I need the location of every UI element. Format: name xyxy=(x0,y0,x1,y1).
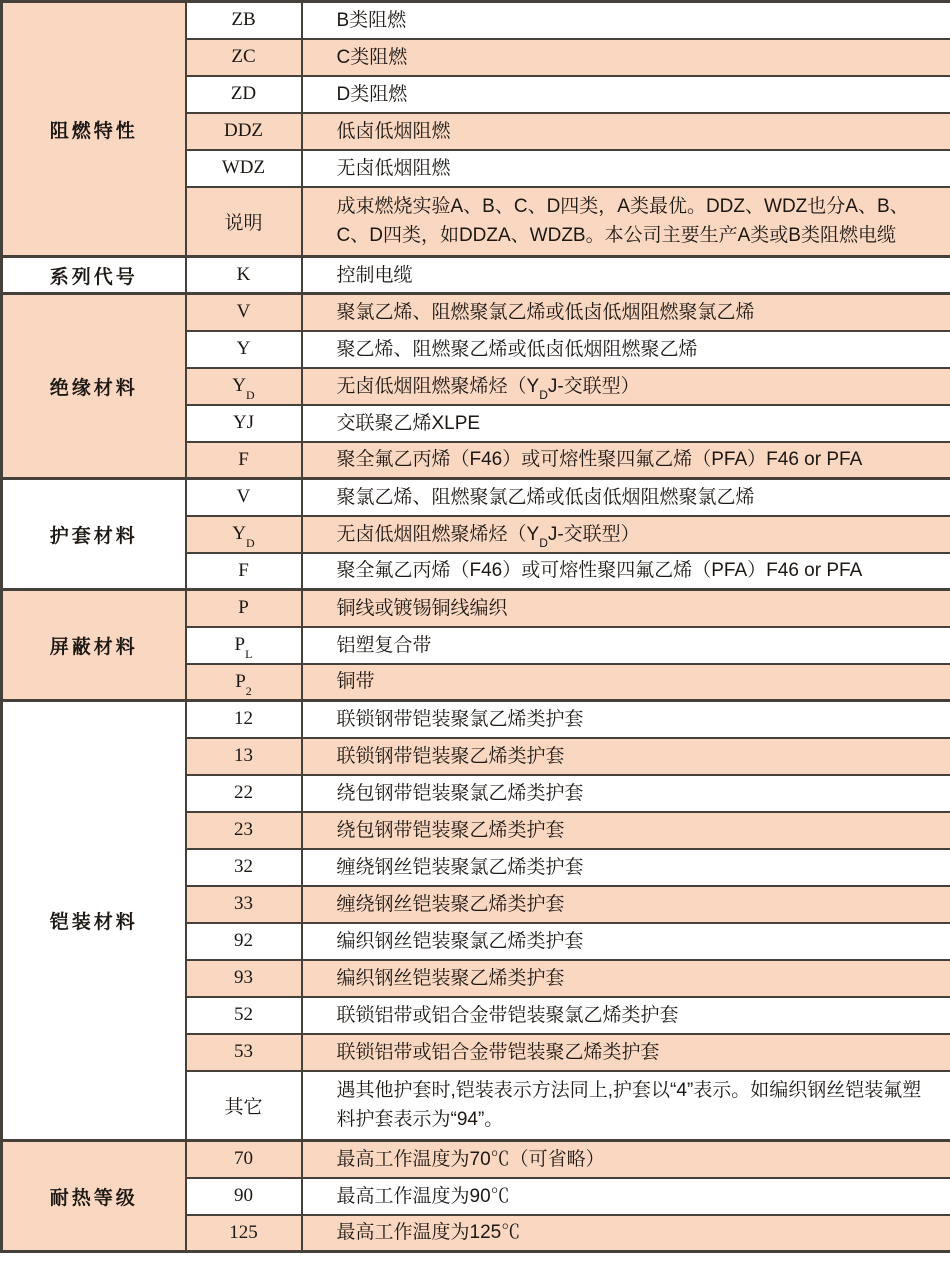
description-cell: 铜线或镀锡铜线编织 xyxy=(302,590,950,627)
description-cell: 聚全氟乙丙烯（F46）或可熔性聚四氟乙烯（PFA）F46 or PFA xyxy=(302,442,950,479)
subscript: D xyxy=(539,536,548,551)
description-cell: 最高工作温度为70℃（可省略） xyxy=(302,1141,950,1178)
description-cell: 联锁钢带铠装聚乙烯类护套 xyxy=(302,738,950,775)
code-cell: $P_2$ xyxy=(186,664,302,701)
code-cell: DDZ xyxy=(186,113,302,150)
code-cell: K xyxy=(186,257,302,294)
description-cell: 联锁铝带或铝合金带铠装聚氯乙烯类护套 xyxy=(302,997,950,1034)
table-row xyxy=(2,1141,950,1178)
code-cell: $P_L$ xyxy=(186,627,302,664)
description-cell: 聚氯乙烯、阻燃聚氯乙烯或低卤低烟阻燃聚氯乙烯 xyxy=(302,479,950,516)
code-cell: 13 xyxy=(186,738,302,775)
description-cell: 联锁铝带或铝合金带铠装聚乙烯类护套 xyxy=(302,1034,950,1071)
table-row xyxy=(2,294,950,331)
code-cell: 92 xyxy=(186,923,302,960)
description-cell: 缠绕钢丝铠装聚乙烯类护套 xyxy=(302,886,950,923)
table-row xyxy=(2,701,950,738)
description-cell: 最高工作温度为125℃ xyxy=(302,1215,950,1252)
description-cell: 交联聚乙烯XLPE xyxy=(302,405,950,442)
code-cell: 22 xyxy=(186,775,302,812)
subscript: L xyxy=(245,646,253,661)
description-cell: D类阻燃 xyxy=(302,76,950,113)
category-cell-2: 系列代号 xyxy=(2,257,186,294)
code-cell: 说明 xyxy=(186,187,302,257)
description-cell: 聚乙烯、阻燃聚乙烯或低卤低烟阻燃聚乙烯 xyxy=(302,331,950,368)
code-cell: 12 xyxy=(186,701,302,738)
description-cell: 编织钢丝铠装聚氯乙烯类护套 xyxy=(302,923,950,960)
category-cell-3: 绝缘材料 xyxy=(2,294,186,479)
description-cell: 编织钢丝铠装聚乙烯类护套 xyxy=(302,960,950,997)
code-cell: 125 xyxy=(186,1215,302,1252)
category-cell-7: 耐热等级 xyxy=(2,1141,186,1252)
code-cell: ZD xyxy=(186,76,302,113)
description-cell: 成束燃烧实验A、B、C、D四类，A类最优。DDZ、WDZ也分A、B、C、D四类，如DDZA、WDZB。本公司主要生产A类或B类阻燃电缆 xyxy=(302,187,950,257)
category-cell-6: 铠装材料 xyxy=(2,701,186,1141)
code-cell: F xyxy=(186,442,302,479)
subscript: D xyxy=(246,387,255,402)
description-cell: 低卤低烟阻燃 xyxy=(302,113,950,150)
subscript: D xyxy=(539,388,548,403)
code-cell: YJ xyxy=(186,405,302,442)
code-cell: Y xyxy=(186,331,302,368)
description-cell: 无卤低烟阻燃聚烯烃（$Y_DJ-$交联型） xyxy=(302,368,950,405)
description-cell: 铜带 xyxy=(302,664,950,701)
code-cell: V xyxy=(186,479,302,516)
subscript: 2 xyxy=(245,683,252,698)
code-cell: 70 xyxy=(186,1141,302,1178)
table-body xyxy=(2,2,950,1252)
description-cell: 最高工作温度为90℃ xyxy=(302,1178,950,1215)
description-cell: 铝塑复合带 xyxy=(302,627,950,664)
code-cell: $Y_D$ xyxy=(186,516,302,553)
code-cell: 33 xyxy=(186,886,302,923)
code-cell: V xyxy=(186,294,302,331)
description-cell: C类阻燃 xyxy=(302,39,950,76)
code-cell: 32 xyxy=(186,849,302,886)
code-cell: ZC xyxy=(186,39,302,76)
code-cell: 90 xyxy=(186,1178,302,1215)
code-cell: 其它 xyxy=(186,1071,302,1141)
code-cell: ZB xyxy=(186,2,302,39)
code-cell: 23 xyxy=(186,812,302,849)
description-cell: 无卤低烟阻燃 xyxy=(302,150,950,187)
code-cell: WDZ xyxy=(186,150,302,187)
description-cell: 缠绕钢丝铠装聚氯乙烯类护套 xyxy=(302,849,950,886)
description-cell: 无卤低烟阻燃聚烯烃（$Y_DJ-$交联型） xyxy=(302,516,950,553)
code-cell: 93 xyxy=(186,960,302,997)
code-cell: P xyxy=(186,590,302,627)
code-cell: 53 xyxy=(186,1034,302,1071)
description-cell: 绕包钢带铠装聚氯乙烯类护套 xyxy=(302,775,950,812)
description-cell: 联锁钢带铠装聚氯乙烯类护套 xyxy=(302,701,950,738)
category-cell-4: 护套材料 xyxy=(2,479,186,590)
code-cell: F xyxy=(186,553,302,590)
description-cell: 聚氯乙烯、阻燃聚氯乙烯或低卤低烟阻燃聚氯乙烯 xyxy=(302,294,950,331)
subscript: D xyxy=(246,535,255,550)
description-cell: 聚全氟乙丙烯（F46）或可熔性聚四氟乙烯（PFA）F46 or PFA xyxy=(302,553,950,590)
description-cell: 绕包钢带铠装聚乙烯类护套 xyxy=(302,812,950,849)
code-cell: 52 xyxy=(186,997,302,1034)
description-cell: B类阻燃 xyxy=(302,2,950,39)
category-cell-5: 屏蔽材料 xyxy=(2,590,186,701)
table-row xyxy=(2,590,950,627)
table-row xyxy=(2,479,950,516)
description-cell: 遇其他护套时,铠装表示方法同上,护套以“4”表示。如编织钢丝铠装氟塑料护套表示为“94”。 xyxy=(302,1071,950,1141)
table-row xyxy=(2,2,950,39)
code-cell: $Y_D$ xyxy=(186,368,302,405)
table-row xyxy=(2,257,950,294)
category-cell-1: 阻燃特性 xyxy=(2,2,186,257)
description-cell: 控制电缆 xyxy=(302,257,950,294)
